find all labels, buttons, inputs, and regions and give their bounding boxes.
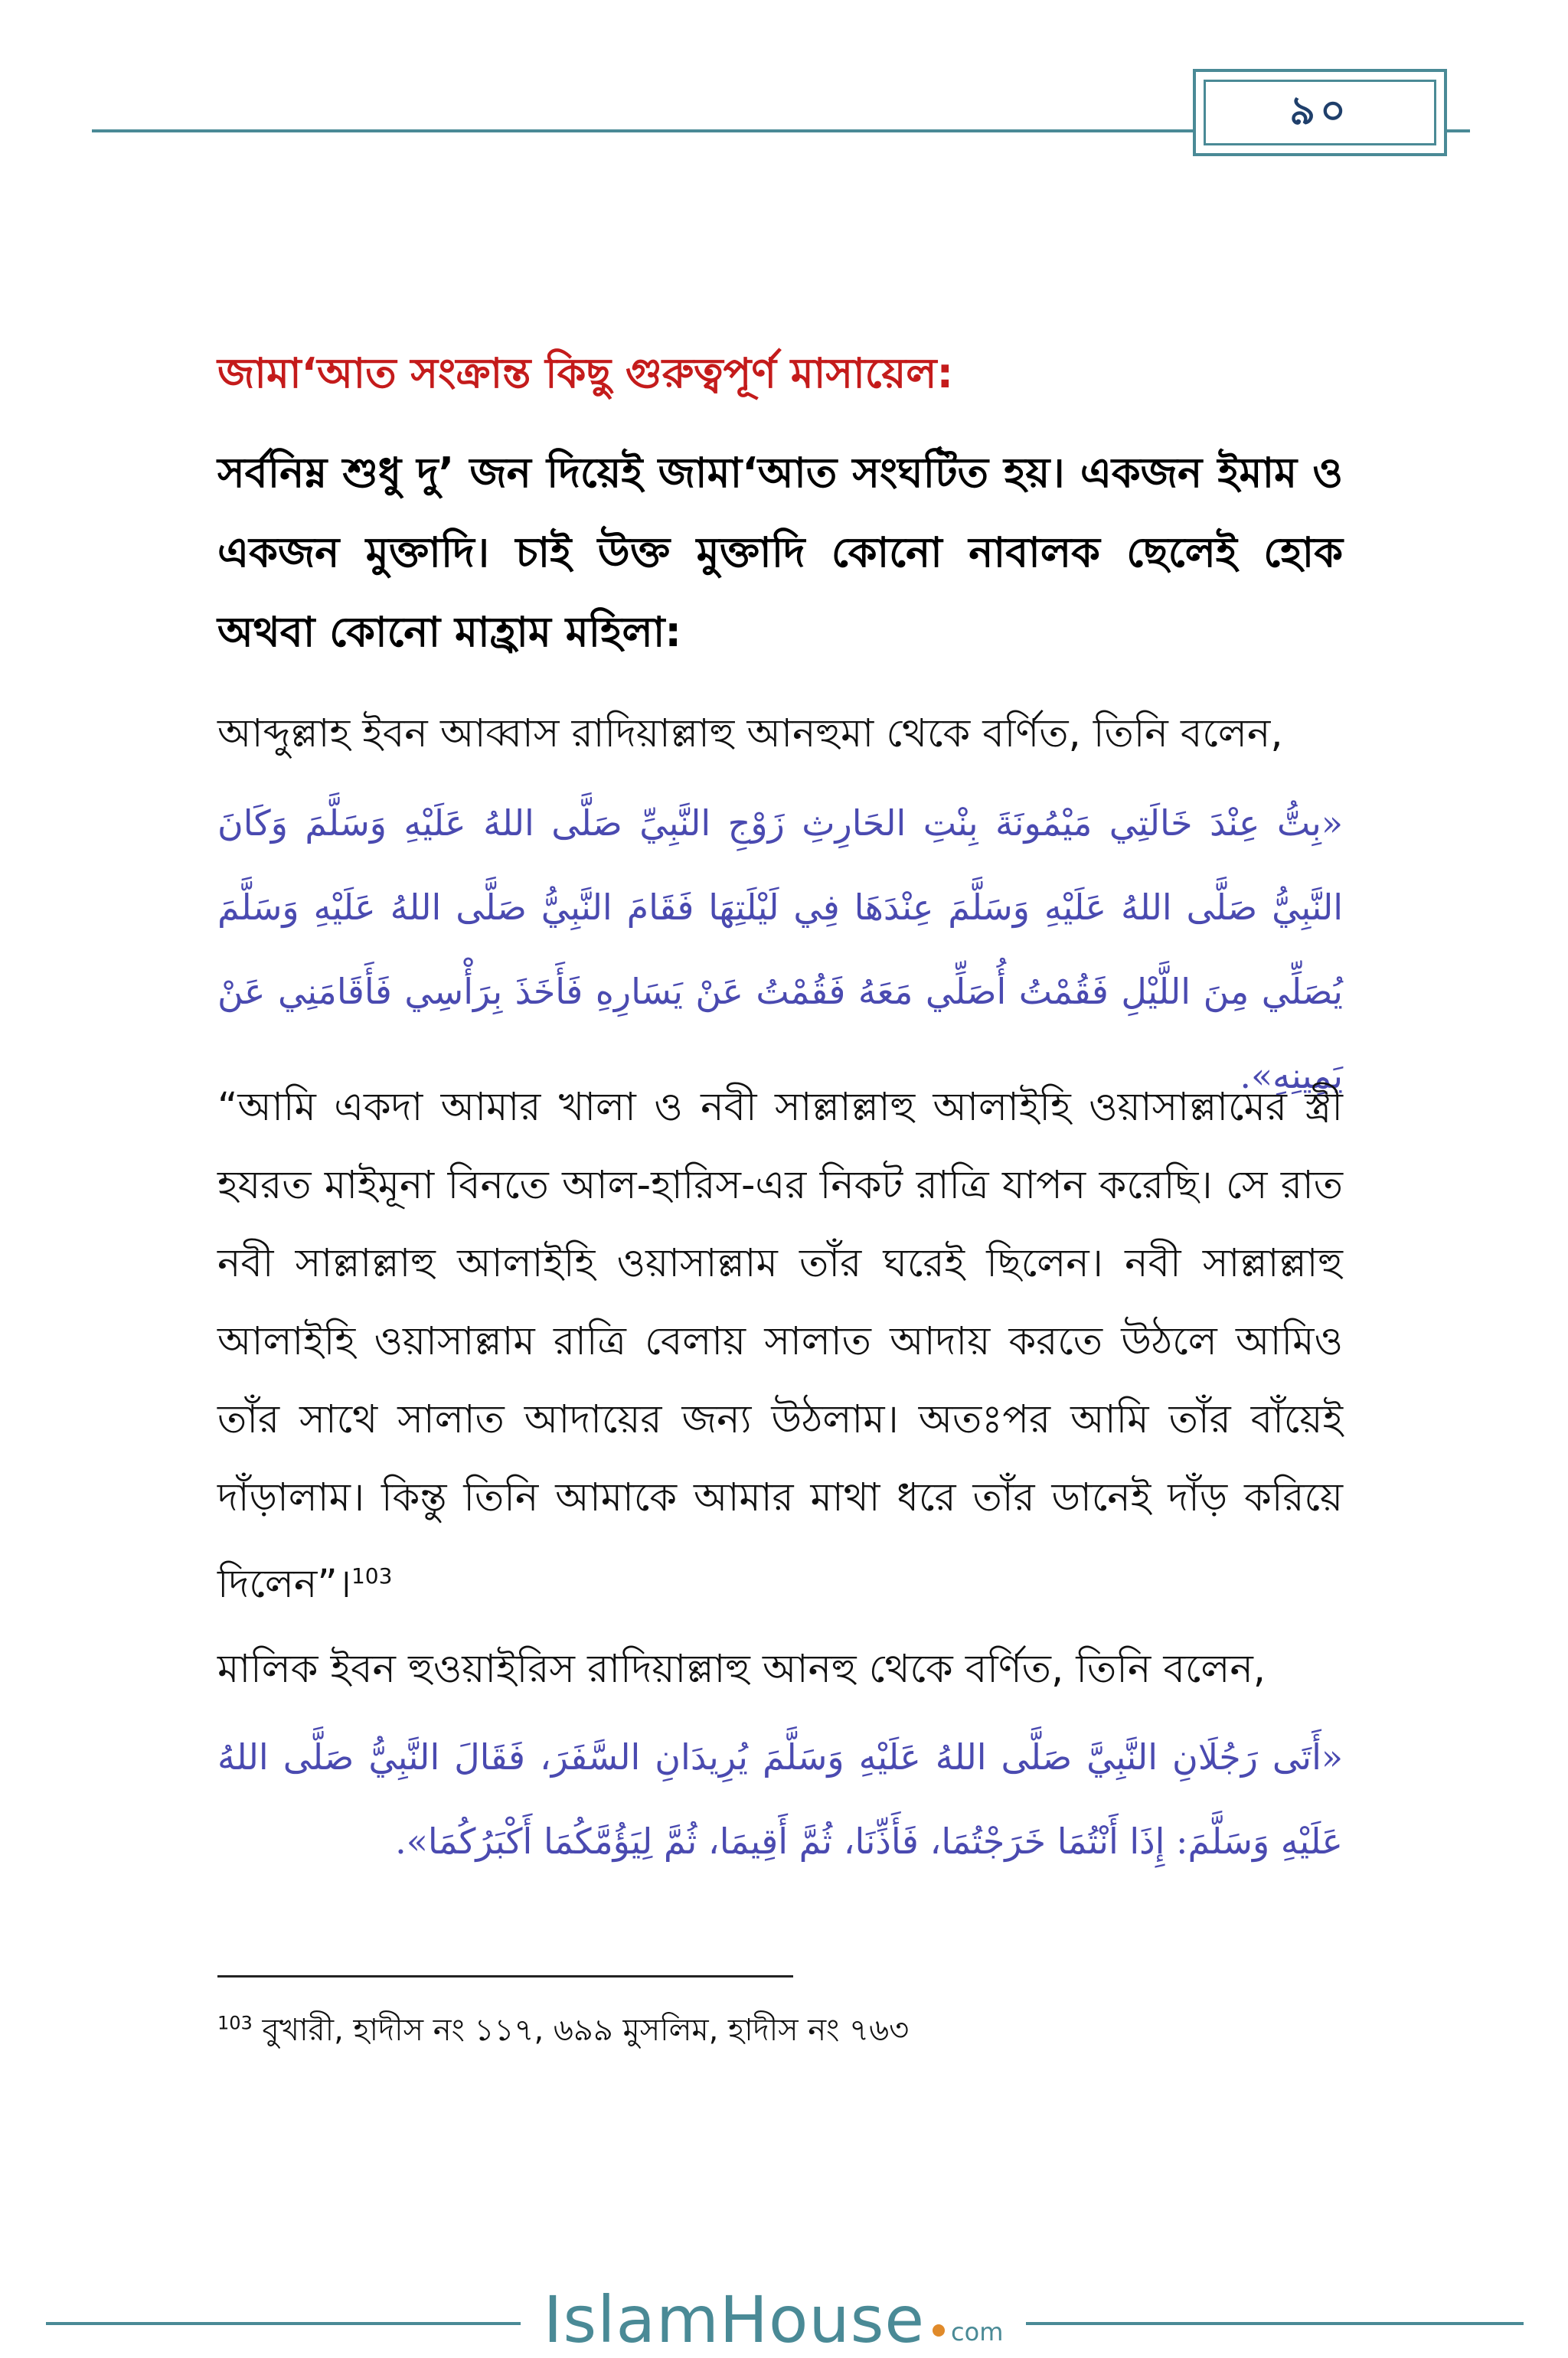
footnote-divider [217,1975,793,1978]
footer-rule-right [1026,2322,1524,2325]
logo-text: IslamHouse [543,2282,926,2357]
footnote [217,2006,909,2057]
translation-text: “আমি একদা আমার খালা ও নবী সাল্লাল্লাহু আলাইহি ওয়াসাল্লামের স্ত্রী হযরত মাইমূনা বিনতে আল-হারিস-এর নিকট রাত্রি যাপন করেছি। সে রাত নবী সাল্লাল্লাহু আলাইহি ওয়াসাল্লাম তাঁর ঘরেই ছিলেন। নবী সাল্লাল্লাহু আলাইহি ওয়াসাল্লাম রাত্রি বেলায় সালাত আদায় করতে উঠলে আমিও তাঁর সাথে সালাত আদায়ের জন্য উঠলাম। অতঃপর আমি তাঁর বাঁয়েই দাঁড়ালাম। কিন্তু তিনি আমাকে আমার মাথা ধরে তাঁর ডানেই দাঁড় করিয়ে দিলেন”। [217,1085,1343,1607]
footnote-number: 103 [217,2012,253,2034]
bold-paragraph: সর্বনিম্ন শুধু দু’ জন দিয়েই জামা‘আত সংঘটিত হয়। একজন ইমাম ও একজন মুক্তাদি। চাই উক্ত মুক্তাদি কোনো নাবালক ছেলেই হোক অথবা কোনো মাহ্রাম মহিলা: [217,449,1343,656]
narration-malik: মালিক ইবন হুওয়াইরিস রাদিয়াল্লাহু আনহু থেকে বর্ণিত, তিনি বলেন, [217,1647,1266,1692]
arabic-hadith-1: «بِتُّ عِنْدَ خَالَتِي مَيْمُونَةَ بِنْتِ الحَارِثِ زَوْجِ النَّبِيِّ صَلَّى اللهُ عَلَيْهِ وَسَلَّمَ وَكَانَ النَّبِيُّ صَلَّى اللهُ عَلَيْهِ وَسَلَّمَ عِنْدَهَا فِي لَيْلَتِهَا فَقَامَ النَّبِيُّ صَلَّى اللهُ عَلَيْهِ وَسَلَّمَ يُصَلِّي مِنَ اللَّيْلِ فَقُمْتُ أُصَلِّي مَعَهُ فَقُمْتُ عَنْ يَسَارِهِ فَأَخَذَ بِرَأْسِي فَأَقَامَنِي عَنْ يَمِينِهِ». [217,802,1343,1096]
hadith-translation-1 [217,1069,1343,1624]
page-number-badge [1193,69,1447,156]
logo-dot-icon [933,2324,945,2337]
page-number: ৯০ [1204,80,1436,145]
footnote-text: বুখারী, হাদীস নং ১১৭, ৬৯৯ মুসলিম, হাদীস নং ৭৬৩ [262,2013,910,2048]
islamhouse-logo [536,2281,1011,2358]
logo-suffix: com [951,2317,1004,2347]
footer-rule-left [46,2322,521,2325]
section-heading: জামা‘আত সংক্রান্ত কিছু গুরুত্বপূর্ণ মাসায়েল: [217,349,954,397]
narration-ibn-abbas: আব্দুল্লাহ ইবন আব্বাস রাদিয়াল্লাহু আনহুমা থেকে বর্ণিত, তিনি বলেন, [217,711,1283,756]
footnote-reference: 103 [351,1563,393,1589]
arabic-hadith-2: «أَتَى رَجُلَانِ النَّبِيَّ صَلَّى اللهُ عَلَيْهِ وَسَلَّمَ يُرِيدَانِ السَّفَرَ، فَقَالَ النَّبِيُّ صَلَّى اللهُ عَلَيْهِ وَسَلَّمَ: إِذَا أَنْتُمَا خَرَجْتُمَا، فَأَذِّنَا، ثُمَّ أَقِيمَا، ثُمَّ لِيَؤُمَّكُمَا أَكْبَرُكُمَا». [217,1736,1343,1862]
